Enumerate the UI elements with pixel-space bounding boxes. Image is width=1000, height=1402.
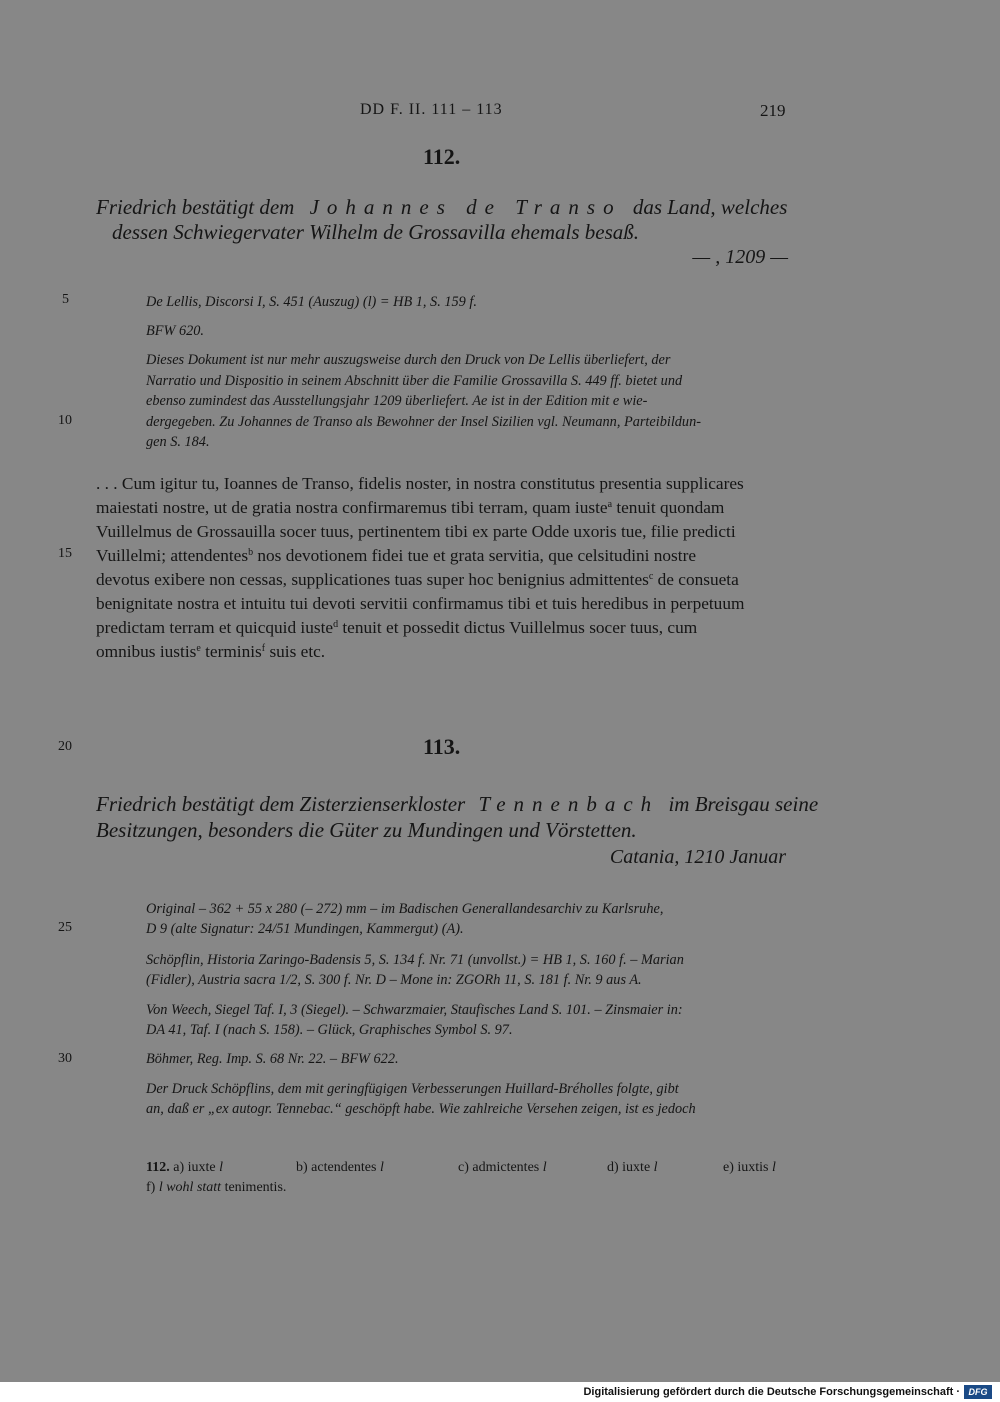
date-112: — , 1209 — (692, 246, 788, 268)
footnote-siglum: l (542, 1160, 547, 1175)
text-112-line-4 (96, 544, 696, 568)
text-112-line-6: benignitate nostra et intuitu tui devoti servitii confirmamus tibi et tuis heredibus in perpetuum (96, 594, 745, 613)
apparatus-113-line: Schöpflin, Historia Zaringo-Badensis 5, S. 134 f. Nr. 71 (unvollst.) = HB 1, S. 160 f. – Marian (146, 952, 684, 968)
footnote-text: b) actendentes (296, 1160, 377, 1175)
apparatus-113-line: DA 41, Taf. I (nach S. 158). – Glück, Graphisches Symbol S. 97. (146, 1022, 513, 1038)
footnote-marker: e (196, 643, 201, 654)
text-segment: maiestati nostre, ut de gratia nostra confirmaremus tibi terram, quam iuste (96, 498, 608, 517)
date-113: Catania, 1210 Januar (609, 846, 786, 868)
dfg-logo: DFG (964, 1385, 992, 1399)
apparatus-113-line: Von Weech, Siegel Taf. I, 3 (Siegel). – Schwarzmaier, Staufisches Land S. 101. – Zinsmaier in: (146, 1002, 683, 1018)
apparatus-113-line: D 9 (alte Signatur: 24/51 Mundingen, Kammergut) (A). (146, 921, 464, 937)
regest-113-line-2: Besitzungen, besonders die Güter zu Mundingen und Vörstetten. (96, 818, 637, 842)
text-segment: tenuit quondam (612, 498, 725, 517)
footnote-siglum: l (379, 1160, 384, 1175)
text-112-line-3: Vuillelmus de Grossauilla socer tuus, pertinentem tibi ex parte Odde uxoris tue, filie predicti (96, 522, 736, 541)
regest-text: Friedrich bestätigt dem Zisterzienserkloster (96, 792, 466, 816)
text-112-line-5 (96, 568, 739, 592)
line-number: 25 (58, 920, 72, 935)
footnote-text: tenimentis. (221, 1180, 287, 1195)
line-number: 30 (58, 1051, 72, 1066)
apparatus-112-line: gen S. 184. (146, 434, 210, 450)
regest-text: das Land, welches (632, 195, 788, 219)
text-segment: nos devotionem fidei tue et grata servitia, que celsitudini nostre (253, 546, 697, 565)
regest-text: Friedrich bestätigt dem (96, 195, 295, 219)
footnote-marker: a (607, 499, 613, 510)
text-segment: omnibus iustis (96, 642, 197, 661)
apparatus-112-line: Narratio und Dispositio in seinem Abschnitt über die Familie Grossavilla S. 449 ff. bietet und (146, 373, 683, 389)
apparatus-112-line: ebenso zumindest das Ausstellungsjahr 1209 überliefert. Ae ist in der Edition mit e wie- (146, 393, 648, 409)
regest-text: im Breisgau seine (668, 792, 819, 816)
apparatus-112-line: Dieses Dokument ist nur mehr auszugsweise durch den Druck von De Lellis überliefert, der (146, 352, 671, 368)
apparatus-113-line: Böhmer, Reg. Imp. S. 68 Nr. 22. – BFW 622. (146, 1051, 399, 1067)
footnote-text: f) (146, 1180, 156, 1195)
regest-name-spaced: Johannes de Transo (309, 195, 622, 219)
footnote-marker: b (248, 547, 254, 558)
footnote-text: d) iuxte (607, 1160, 651, 1175)
footnote-siglum: l (653, 1160, 658, 1175)
document-number-112: 112. (423, 144, 461, 169)
footnote-text: c) admictentes (458, 1160, 540, 1175)
regest-112-line-2: dessen Schwiegervater Wilhelm de Grossavilla ehemals besaß. (112, 220, 640, 244)
footnote-a: a) iuxte (173, 1160, 216, 1175)
text-segment: de consueta (653, 570, 739, 589)
footnote-marker: d (333, 619, 339, 630)
footnote-b (296, 1160, 384, 1176)
line-number: 15 (58, 546, 72, 561)
page-number: 219 (760, 101, 786, 120)
text-112-line-8 (96, 640, 325, 664)
text-segment: devotus exibere non cessas, supplicationes tuas super hoc benignius admittentes (96, 570, 649, 589)
apparatus-113-line: Der Druck Schöpflins, dem mit geringfügigen Verbesserungen Huillard-Bréholles folgte, gibt (146, 1081, 679, 1097)
text-112-line-2 (96, 496, 724, 520)
line-number: 10 (58, 413, 72, 428)
apparatus-113-line: an, daß er „ex autogr. Tennebac.“ geschöpft habe. Wie zahlreiche Versehen zeigen, ist es jedoch (146, 1101, 696, 1117)
text-segment: tenuit et possedit dictus Vuillelmus socer tuus, cum (338, 618, 698, 637)
apparatus-113-line: (Fidler), Austria sacra 1/2, S. 300 f. Nr. D – Mone in: ZGORh 11, S. 181 f. Nr. 9 aus A. (146, 972, 642, 988)
apparatus-113-line: Original – 362 + 55 x 280 (– 272) mm – im Badischen Generallandesarchiv zu Karlsruhe, (146, 901, 664, 917)
footnote-f (146, 1180, 286, 1196)
footnote-c (458, 1160, 547, 1176)
footnote-text-italic: l wohl statt (158, 1180, 222, 1195)
regest-name-spaced: Tennenbach (478, 792, 660, 816)
line-number: 20 (58, 739, 72, 754)
document-number-113: 113. (423, 734, 461, 759)
footnote-marker: c (648, 571, 654, 582)
running-head: DD F. II. 111 – 113 (360, 101, 503, 118)
footnote-e (723, 1160, 776, 1176)
regest-112-line-1 (96, 195, 787, 220)
footnote-siglum: l (772, 1160, 776, 1175)
text-segment: terminis (200, 642, 262, 661)
apparatus-112-line: De Lellis, Discorsi I, S. 451 (Auszug) (l) = HB 1, S. 159 f. (146, 294, 477, 310)
credit-bar (0, 1382, 1000, 1402)
footnote-d (607, 1160, 658, 1176)
text-112-line-1: . . . Cum igitur tu, Ioannes de Transo, fidelis noster, in nostra constitutus presentia supplicares (96, 474, 744, 493)
text-112-line-7 (96, 616, 697, 640)
text-segment: suis etc. (265, 642, 326, 661)
footnote-text: e) iuxtis (723, 1160, 769, 1175)
text-segment: predictam terram et quicquid iuste (96, 618, 334, 637)
text-segment: Vuillelmi; attendentes (96, 546, 249, 565)
dfg-credit-text: Digitalisierung gefördert durch die Deutsche Forschungsgemeinschaft · (583, 1386, 960, 1398)
apparatus-112-line: dergegeben. Zu Johannes de Transo als Bewohner der Insel Sizilien vgl. Neumann, Parteibildun- (146, 414, 701, 430)
apparatus-112-line: BFW 620. (146, 323, 204, 339)
footnote-ref: 112. (146, 1160, 170, 1175)
footnote-siglum: l (219, 1160, 223, 1175)
footnote-marker: f (261, 643, 266, 654)
regest-113-line-1 (96, 792, 818, 817)
footnote-112-ref (146, 1160, 223, 1176)
line-number: 5 (62, 292, 69, 307)
